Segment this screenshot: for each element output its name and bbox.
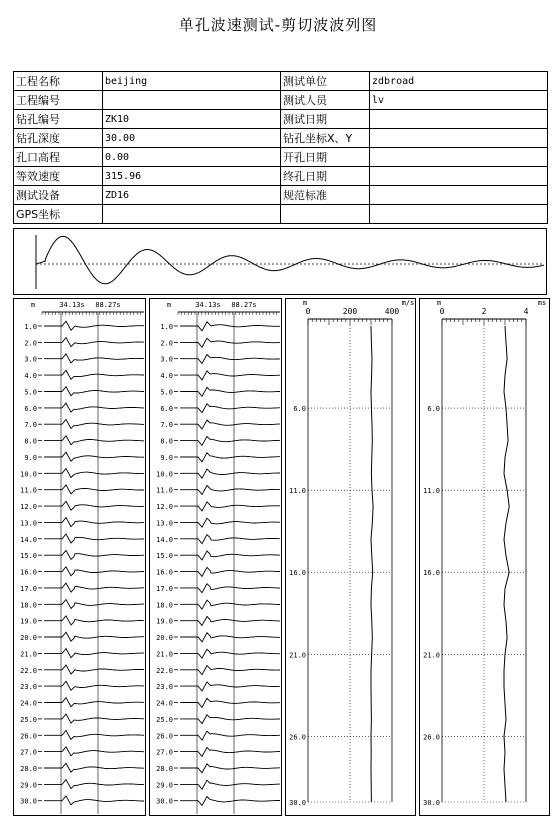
info-value: ZD16 (103, 186, 281, 205)
info-label: 钻孔编号 (14, 110, 103, 129)
depth-label: 1.0 (24, 323, 37, 331)
waveform-panel-svg (14, 299, 147, 817)
info-label: 终孔日期 (281, 167, 370, 186)
waveform-trace (44, 338, 144, 347)
waveform-depth-unit: m (166, 301, 172, 309)
depth-label: 2.0 (160, 339, 173, 348)
waveform-trace (180, 682, 280, 691)
waveform-trace (180, 780, 280, 789)
depth-label: 15.0 (20, 552, 37, 561)
waveform-time-end: 88.27s (95, 301, 121, 309)
curve-x-tick-label: 400 (384, 307, 400, 316)
info-label: 工程编号 (14, 91, 103, 110)
info-value (370, 148, 548, 167)
depth-label: 22.0 (156, 666, 173, 675)
velocity-curve-panel (285, 298, 416, 816)
depth-label: 7.0 (160, 421, 173, 430)
waveform-trace (44, 387, 144, 396)
depth-label: 15.0 (156, 552, 173, 561)
depth-label: 8.0 (24, 437, 37, 446)
waveform-trace (180, 764, 280, 773)
waveform-trace (44, 747, 144, 756)
waveform-time-end: 88.27s (231, 301, 257, 309)
depth-label: 13.0 (20, 519, 37, 528)
waveform-trace (44, 436, 144, 445)
info-label: 规范标准 (281, 186, 370, 205)
waveform-trace (180, 502, 280, 511)
curve-y-tick-label: 30.0 (423, 799, 440, 807)
info-value (103, 91, 281, 110)
curve-y-tick-label: 21.0 (289, 651, 306, 660)
info-label: 开孔日期 (281, 148, 370, 167)
waveform-trace (180, 404, 280, 413)
waveform-trace (180, 535, 280, 544)
waveform-trace (44, 518, 144, 527)
waveform-trace (180, 469, 280, 478)
time-curve-panel (419, 298, 550, 816)
waveform-trace (44, 649, 144, 658)
waveform-trace (44, 600, 144, 609)
info-value (370, 110, 548, 129)
depth-label: 28.0 (156, 765, 173, 773)
info-row (14, 186, 548, 205)
waveform-trace (180, 518, 280, 527)
depth-label: 17.0 (156, 584, 173, 593)
waveform-trace (44, 583, 144, 592)
curve-x-unit: ms (537, 299, 547, 307)
curve-svg (286, 299, 417, 817)
waveform-trace (44, 763, 144, 772)
depth-label: 9.0 (160, 454, 173, 462)
depth-label: 14.0 (20, 535, 37, 544)
waveform-trace (44, 419, 144, 428)
curve-y-tick-label: 11.0 (423, 487, 440, 496)
waveform-trace (44, 780, 144, 789)
waveform-trace (180, 633, 280, 642)
depth-label: 21.0 (20, 650, 37, 659)
depth-label: 10.0 (156, 470, 173, 479)
info-value (370, 167, 548, 186)
waveform-trace (180, 551, 280, 560)
depth-label: 25.0 (156, 715, 173, 724)
curve-x-tick-label: 0 (439, 307, 445, 316)
waveform-trace (44, 714, 144, 723)
depth-label: 2.0 (24, 339, 37, 348)
waveform-trace (44, 632, 144, 641)
info-row (14, 91, 548, 110)
info-label: 测试人员 (281, 91, 370, 110)
waveform-trace (44, 403, 144, 412)
waveform-trace (180, 698, 280, 707)
waveform-trace (180, 387, 280, 396)
curve-y-tick-label: 30.0 (289, 799, 306, 807)
depth-label: 24.0 (156, 699, 173, 708)
curve-y-tick-label: 6.0 (427, 405, 440, 414)
info-label: GPS坐标 (14, 205, 103, 224)
waveform-trace (44, 730, 144, 739)
curve-y-tick-label: 16.0 (423, 569, 440, 578)
depth-label: 6.0 (24, 404, 37, 413)
depth-label: 17.0 (20, 584, 37, 593)
info-label: 钻孔坐标X、Y (281, 129, 370, 148)
waveform-trace (180, 436, 280, 445)
depth-label: 21.0 (156, 650, 173, 659)
depth-label: 5.0 (160, 388, 173, 397)
waveform-trace (44, 665, 144, 674)
info-label: 测试日期 (281, 110, 370, 129)
curve-x-tick-label: 2 (481, 307, 487, 316)
depth-label: 23.0 (156, 683, 173, 692)
waveform-trace (44, 501, 144, 510)
info-label: 钻孔深度 (14, 129, 103, 148)
depth-label: 29.0 (20, 781, 37, 790)
curve-y-tick-label: 6.0 (293, 405, 306, 414)
info-label: 测试单位 (281, 72, 370, 91)
waveform-time-start: 34.13s (59, 301, 85, 309)
waveform-trace (44, 698, 144, 707)
depth-label: 28.0 (20, 765, 37, 773)
depth-label: 14.0 (156, 535, 173, 544)
waveform-trace (180, 731, 280, 740)
info-value: lv (370, 91, 548, 110)
curve-series-line (504, 326, 509, 802)
waveform-trace (44, 321, 144, 330)
waveform-trace (180, 567, 280, 576)
curve-x-tick-label: 200 (342, 307, 358, 316)
info-value: 0.00 (103, 148, 281, 167)
depth-label: 7.0 (24, 421, 37, 430)
depth-label: 30.0 (20, 797, 37, 806)
depth-label: 25.0 (20, 715, 37, 724)
waveform-trace (44, 567, 144, 576)
depth-label: 20.0 (20, 634, 37, 642)
waveform-trace (180, 797, 280, 806)
depth-label: 18.0 (20, 601, 37, 610)
info-value: beijing (103, 72, 281, 91)
waveform-trace (180, 355, 280, 364)
depth-label: 29.0 (156, 781, 173, 790)
depth-label: 6.0 (160, 404, 173, 413)
info-label: 孔口高程 (14, 148, 103, 167)
waveform-panel-svg (150, 299, 283, 817)
waveform-trace (180, 617, 280, 626)
info-row (14, 167, 548, 186)
info-value (370, 205, 548, 224)
depth-label: 3.0 (160, 355, 173, 364)
waveform-trace (44, 681, 144, 690)
waveform-trace (44, 550, 144, 559)
curve-depth-unit: m (302, 299, 308, 307)
waveform-trace (180, 666, 280, 675)
waveform-trace (44, 370, 144, 379)
depth-label: 27.0 (20, 748, 37, 757)
curve-x-tick-label: 4 (523, 307, 529, 316)
curve-y-tick-label: 21.0 (423, 651, 440, 660)
info-value (103, 205, 281, 224)
depth-label: 10.0 (20, 470, 37, 479)
waveform-panel-left (13, 298, 146, 816)
depth-label: 4.0 (160, 372, 173, 381)
curve-svg (420, 299, 551, 817)
info-row (14, 129, 548, 148)
depth-label: 18.0 (156, 601, 173, 610)
waveform-time-start: 34.13s (195, 301, 221, 309)
waveform-trace (180, 715, 280, 724)
depth-label: 19.0 (156, 617, 173, 626)
page-title: 单孔波速测试-剪切波波列图 (178, 16, 378, 34)
waveform-trace (180, 371, 280, 380)
info-label: 等效速度 (14, 167, 103, 186)
waveform-trace (44, 354, 144, 363)
waveform-panel-right (149, 298, 282, 816)
project-info-table (13, 71, 548, 224)
depth-label: 5.0 (24, 388, 37, 397)
depth-label: 4.0 (24, 372, 37, 381)
depth-label: 26.0 (156, 732, 173, 741)
waveform-trace (44, 616, 144, 625)
depth-label: 13.0 (156, 519, 173, 528)
depth-label: 16.0 (20, 568, 37, 577)
depth-label: 9.0 (24, 454, 37, 462)
depth-label: 12.0 (20, 503, 37, 512)
waveform-trace (44, 485, 144, 494)
info-row (14, 148, 548, 167)
depth-label: 22.0 (20, 666, 37, 675)
depth-label: 11.0 (156, 486, 173, 495)
waveform-trace (180, 584, 280, 593)
depth-label: 26.0 (20, 732, 37, 741)
waveform-trace (180, 322, 280, 331)
waveform-trace (180, 747, 280, 756)
waveform-trace (180, 420, 280, 429)
waveform-trace (180, 453, 280, 462)
info-value: zdbroad (370, 72, 548, 91)
depth-label: 30.0 (156, 797, 173, 806)
depth-label: 20.0 (156, 634, 173, 642)
waveform-trace (44, 534, 144, 543)
curve-y-tick-label: 16.0 (289, 569, 306, 578)
depth-label: 11.0 (20, 486, 37, 495)
curve-y-tick-label: 26.0 (423, 733, 440, 742)
average-waveform-trace (36, 236, 544, 283)
depth-label: 12.0 (156, 503, 173, 512)
depth-label: 24.0 (20, 699, 37, 708)
curve-y-tick-label: 26.0 (289, 733, 306, 742)
waveform-trace (180, 338, 280, 347)
waveform-trace (180, 649, 280, 658)
depth-label: 19.0 (20, 617, 37, 626)
depth-label: 1.0 (160, 323, 173, 331)
curve-series-line (371, 326, 373, 802)
depth-label: 8.0 (160, 437, 173, 446)
curve-y-tick-label: 11.0 (289, 487, 306, 496)
depth-label: 27.0 (156, 748, 173, 757)
info-value: ZK10 (103, 110, 281, 129)
depth-label: 16.0 (156, 568, 173, 577)
curve-depth-unit: m (436, 299, 442, 307)
info-label: 工程名称 (14, 72, 103, 91)
info-row (14, 110, 548, 129)
info-row (14, 72, 548, 91)
info-value (370, 129, 548, 148)
waveform-trace (44, 469, 144, 478)
waveform-trace (44, 452, 144, 461)
waveform-trace (180, 486, 280, 495)
info-label (281, 205, 370, 224)
info-value: 30.00 (103, 129, 281, 148)
curve-x-unit: m/s (401, 299, 415, 307)
info-value (370, 186, 548, 205)
average-waveform (14, 229, 548, 296)
curve-x-tick-label: 0 (305, 307, 311, 316)
info-label: 测试设备 (14, 186, 103, 205)
waveform-trace (44, 796, 144, 805)
waveform-depth-unit: m (30, 301, 36, 309)
info-row (14, 205, 548, 224)
depth-label: 3.0 (24, 355, 37, 364)
depth-label: 23.0 (20, 683, 37, 692)
average-waveform-panel (13, 228, 547, 295)
waveform-trace (180, 600, 280, 609)
info-value: 315.96 (103, 167, 281, 186)
